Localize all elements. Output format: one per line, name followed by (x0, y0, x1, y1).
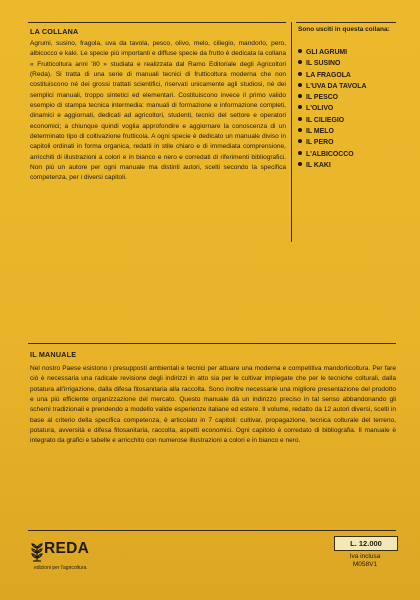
bottom-rule (28, 530, 396, 531)
vat-note: Iva inclusa (349, 553, 381, 560)
series-item-label: GLI AGRUMI (306, 49, 348, 56)
bullet-icon (298, 94, 302, 98)
bullet-icon (298, 83, 302, 87)
product-code: M058V1 (352, 561, 378, 568)
manuale-heading: IL MANUALE (30, 350, 77, 359)
price-label: L. 12.000 (334, 536, 398, 551)
series-item-label: IL KAKI (306, 161, 331, 169)
bullet-icon (298, 72, 302, 76)
series-item (298, 103, 366, 114)
manuale-text: Nel nostro Paese esistono i presupposti ambientali e tecnici per attuare una moderna e competitiva mandorlicoltura. Per fare ciò è necessaria una radicale revisione degli indirizzi in atto sia per le cultivar impiegate che per le tecniche colturali, dalla potatura all'irrigazione, dalla difesa fitosanitaria alla raccolta. Sono inoltre necessarie una migliore presentazione del prodotto e una più efficiente organizzazione del mercato. Questo manuale dà un indirizzo preciso in tal senso abbandonando gli schemi tradizionali e prendendo a modello valide esperienze italiane ed estere. Il volume, redatto da 12 autori diversi, scelti in base al criterio della specifica competenza, è articolato in 7 capitoli: cultivar, propagazione, tecnica colturale del terreno, potatura, avversità e difesa fitosanitaria, raccolta, aspetti economici. Ogni capitolo è corredato di bibliografia. Il manuale è integrato da grafici e tabelle e arricchito con numerose illustrazioni a colori e in bianco e nero. (30, 365, 396, 445)
column-divider (291, 22, 292, 242)
bullet-icon (298, 128, 302, 132)
series-item-label: L'OLIVO (306, 105, 334, 113)
wheat-icon (32, 544, 42, 561)
publisher-tagline: edizioni per l'agricoltura (34, 565, 87, 571)
top-left-rule (28, 22, 286, 23)
bullet-icon (298, 60, 302, 64)
series-item-label: L'ALBICOCCO (306, 150, 354, 158)
series-item-label: IL CILIEGIO (306, 116, 345, 124)
series-item (298, 115, 366, 126)
collana-text: Agrumi, susino, fragola, uva da tavola, pesco, olivo, melo, ciliegio, mandorlo, pero, albicocco e kaki. Le specie più importanti e diffuse specie da frutto è dedicata la collana « Frutticoltura anni '80 » studiata e realizzata dal Ramo Editoriale degli Agricoltori (Reda). Si tratta di una serie di manuali tecnici di frutticoltura moderna che non costituiscono né dei grossi trattati scientifici, riservati unicamente agli studiosi, né dei semplici manuali, troppo sintetici ed elementari. Costituiscono invece il primo valido esempio di stampa tecnica intermedia: manuali di formazione e informazione completi, dinamici e aggiornati, dedicati ad agricoltori, studenti, tecnici del settore e operatori economici; a chiunque quindi voglia approfondire e aggiornare la conoscenza di un determinato tipo di coltivazione frutticola. A ogni specie è dedicato un manuale diviso in capitoli ordinati in forma organica, redatti in stile chiaro e di immediata comprensione, arricchiti di illustrazioni a colori e in bianco e nero e corredati di riferimenti bibliografici. Non più un autore per ogni manuale ma distinti autori, scelti secondo la specifica competenza, per i diversi capitoli. (30, 40, 286, 182)
bullet-icon (298, 139, 302, 143)
series-item (298, 160, 366, 171)
bullet-icon (298, 117, 302, 121)
series-item (298, 126, 366, 137)
bullet-icon (298, 49, 302, 53)
top-right-rule (296, 22, 396, 23)
series-item-label: IL MELO (306, 128, 334, 136)
series-item (298, 137, 366, 148)
series-item (298, 58, 366, 69)
series-item (298, 70, 366, 81)
collana-heading: LA COLLANA (30, 27, 79, 36)
manuale-rule (28, 343, 396, 344)
bullet-icon (298, 105, 302, 109)
series-item-label: IL PERO (306, 139, 334, 147)
series-item (298, 47, 366, 58)
bullet-icon (298, 162, 302, 166)
series-list (298, 47, 366, 171)
series-item (298, 81, 366, 92)
publisher-name: REDA (44, 540, 90, 557)
series-item (298, 149, 366, 160)
series-intro: Sono usciti in questa collana: (298, 26, 390, 33)
series-item-label: L'UVA DA TAVOLA (306, 82, 367, 90)
series-item-label: LA FRAGOLA (306, 71, 351, 79)
series-item-label: IL PESCO (306, 94, 339, 102)
series-item-label: IL SUSINO (306, 60, 341, 68)
price-note (334, 553, 396, 569)
bullet-icon (298, 151, 302, 155)
series-item (298, 92, 366, 103)
